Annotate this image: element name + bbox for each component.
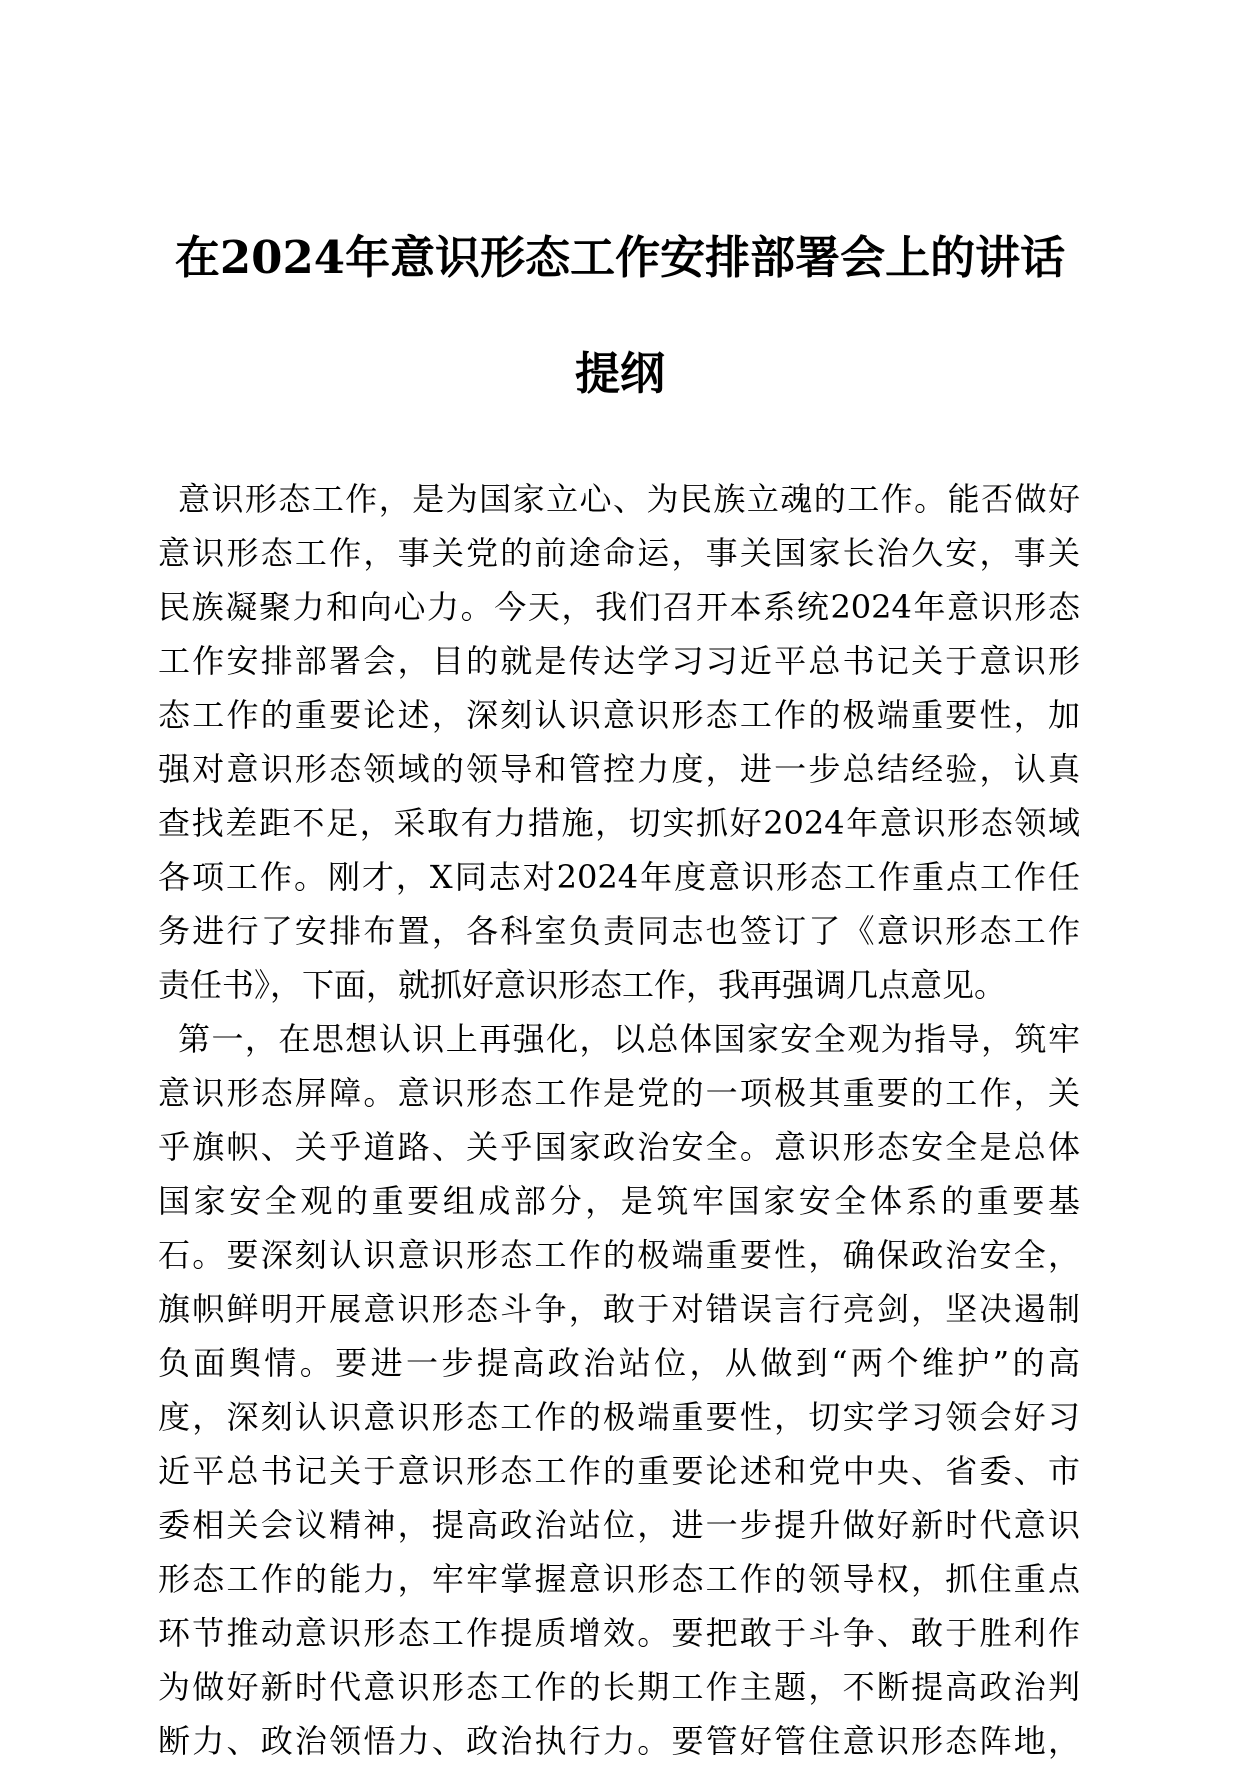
paragraph-1-line: 强对意识形态领域的领导和管控力度，进一步总结经验，认真 [158, 750, 1080, 788]
paragraph-1-line: 意识形态工作，是为国家立心、为民族立魂的工作。能否做好 [178, 480, 1080, 518]
paragraph-1-line: 责任书》，下面，就抓好意识形态工作，我再强调几点意见。 [158, 966, 1007, 1004]
paragraph-2-line: 国家安全观的重要组成部分，是筑牢国家安全体系的重要基 [158, 1182, 1080, 1220]
paragraph-2-line: 度，深刻认识意识形态工作的极端重要性，切实学习领会好习 [158, 1398, 1080, 1436]
paragraph-2-line: 乎旗帜、关乎道路、关乎国家政治安全。意识形态安全是总体 [158, 1128, 1080, 1166]
paragraph-1-line: 民族凝聚力和向心力。今天，我们召开本系统2024年意识形态 [158, 588, 1080, 626]
paragraph-2-line: 委相关会议精神，提高政治站位，进一步提升做好新时代意识 [158, 1506, 1080, 1544]
document-body [158, 472, 1080, 1768]
paragraph-1-line: 态工作的重要论述，深刻认识意识形态工作的极端重要性，加 [158, 696, 1080, 734]
paragraph-2-line: 负面舆情。要进一步提高政治站位，从做到“两个维护”的高 [158, 1344, 1080, 1382]
paragraph-2-line: 为做好新时代意识形态工作的长期工作主题，不断提高政治判 [158, 1668, 1080, 1706]
paragraph-1-line: 工作安排部署会，目的就是传达学习习近平总书记关于意识形 [158, 642, 1080, 680]
paragraph-1-line: 意识形态工作，事关党的前途命运，事关国家长治久安，事关 [158, 534, 1080, 572]
paragraph-2-line: 断力、政治领悟力、政治执行力。要管好管住意识形态阵地， [158, 1722, 1080, 1760]
paragraph-2-line: 石。要深刻认识意识形态工作的极端重要性，确保政治安全， [158, 1236, 1080, 1274]
paragraph-2-line: 旗帜鲜明开展意识形态斗争，敢于对错误言行亮剑，坚决遏制 [158, 1290, 1080, 1328]
paragraph-1-line: 查找差距不足，采取有力措施，切实抓好2024年意识形态领域 [158, 804, 1080, 842]
paragraph-2-line: 近平总书记关于意识形态工作的重要论述和党中央、省委、市 [158, 1452, 1080, 1490]
paragraph-2-line: 形态工作的能力，牢牢掌握意识形态工作的领导权，抓住重点 [158, 1560, 1080, 1598]
document-title-line-1: 在2024年意识形态工作安排部署会上的讲话 [174, 231, 1066, 284]
paragraph-2-line: 环节推动意识形态工作提质增效。要把敢于斗争、敢于胜利作 [158, 1614, 1080, 1652]
paragraph-2-line: 意识形态屏障。意识形态工作是党的一项极其重要的工作，关 [158, 1074, 1080, 1112]
paragraph-2-line: 第一，在思想认识上再强化，以总体国家安全观为指导，筑牢 [178, 1020, 1080, 1058]
paragraph-1-line: 各项工作。刚才，X同志对2024年度意识形态工作重点工作任 [158, 858, 1080, 896]
paragraph-1-line: 务进行了安排布置，各科室负责同志也签订了《意识形态工作 [158, 912, 1080, 950]
document-title-line-2: 提纲 [574, 347, 665, 400]
